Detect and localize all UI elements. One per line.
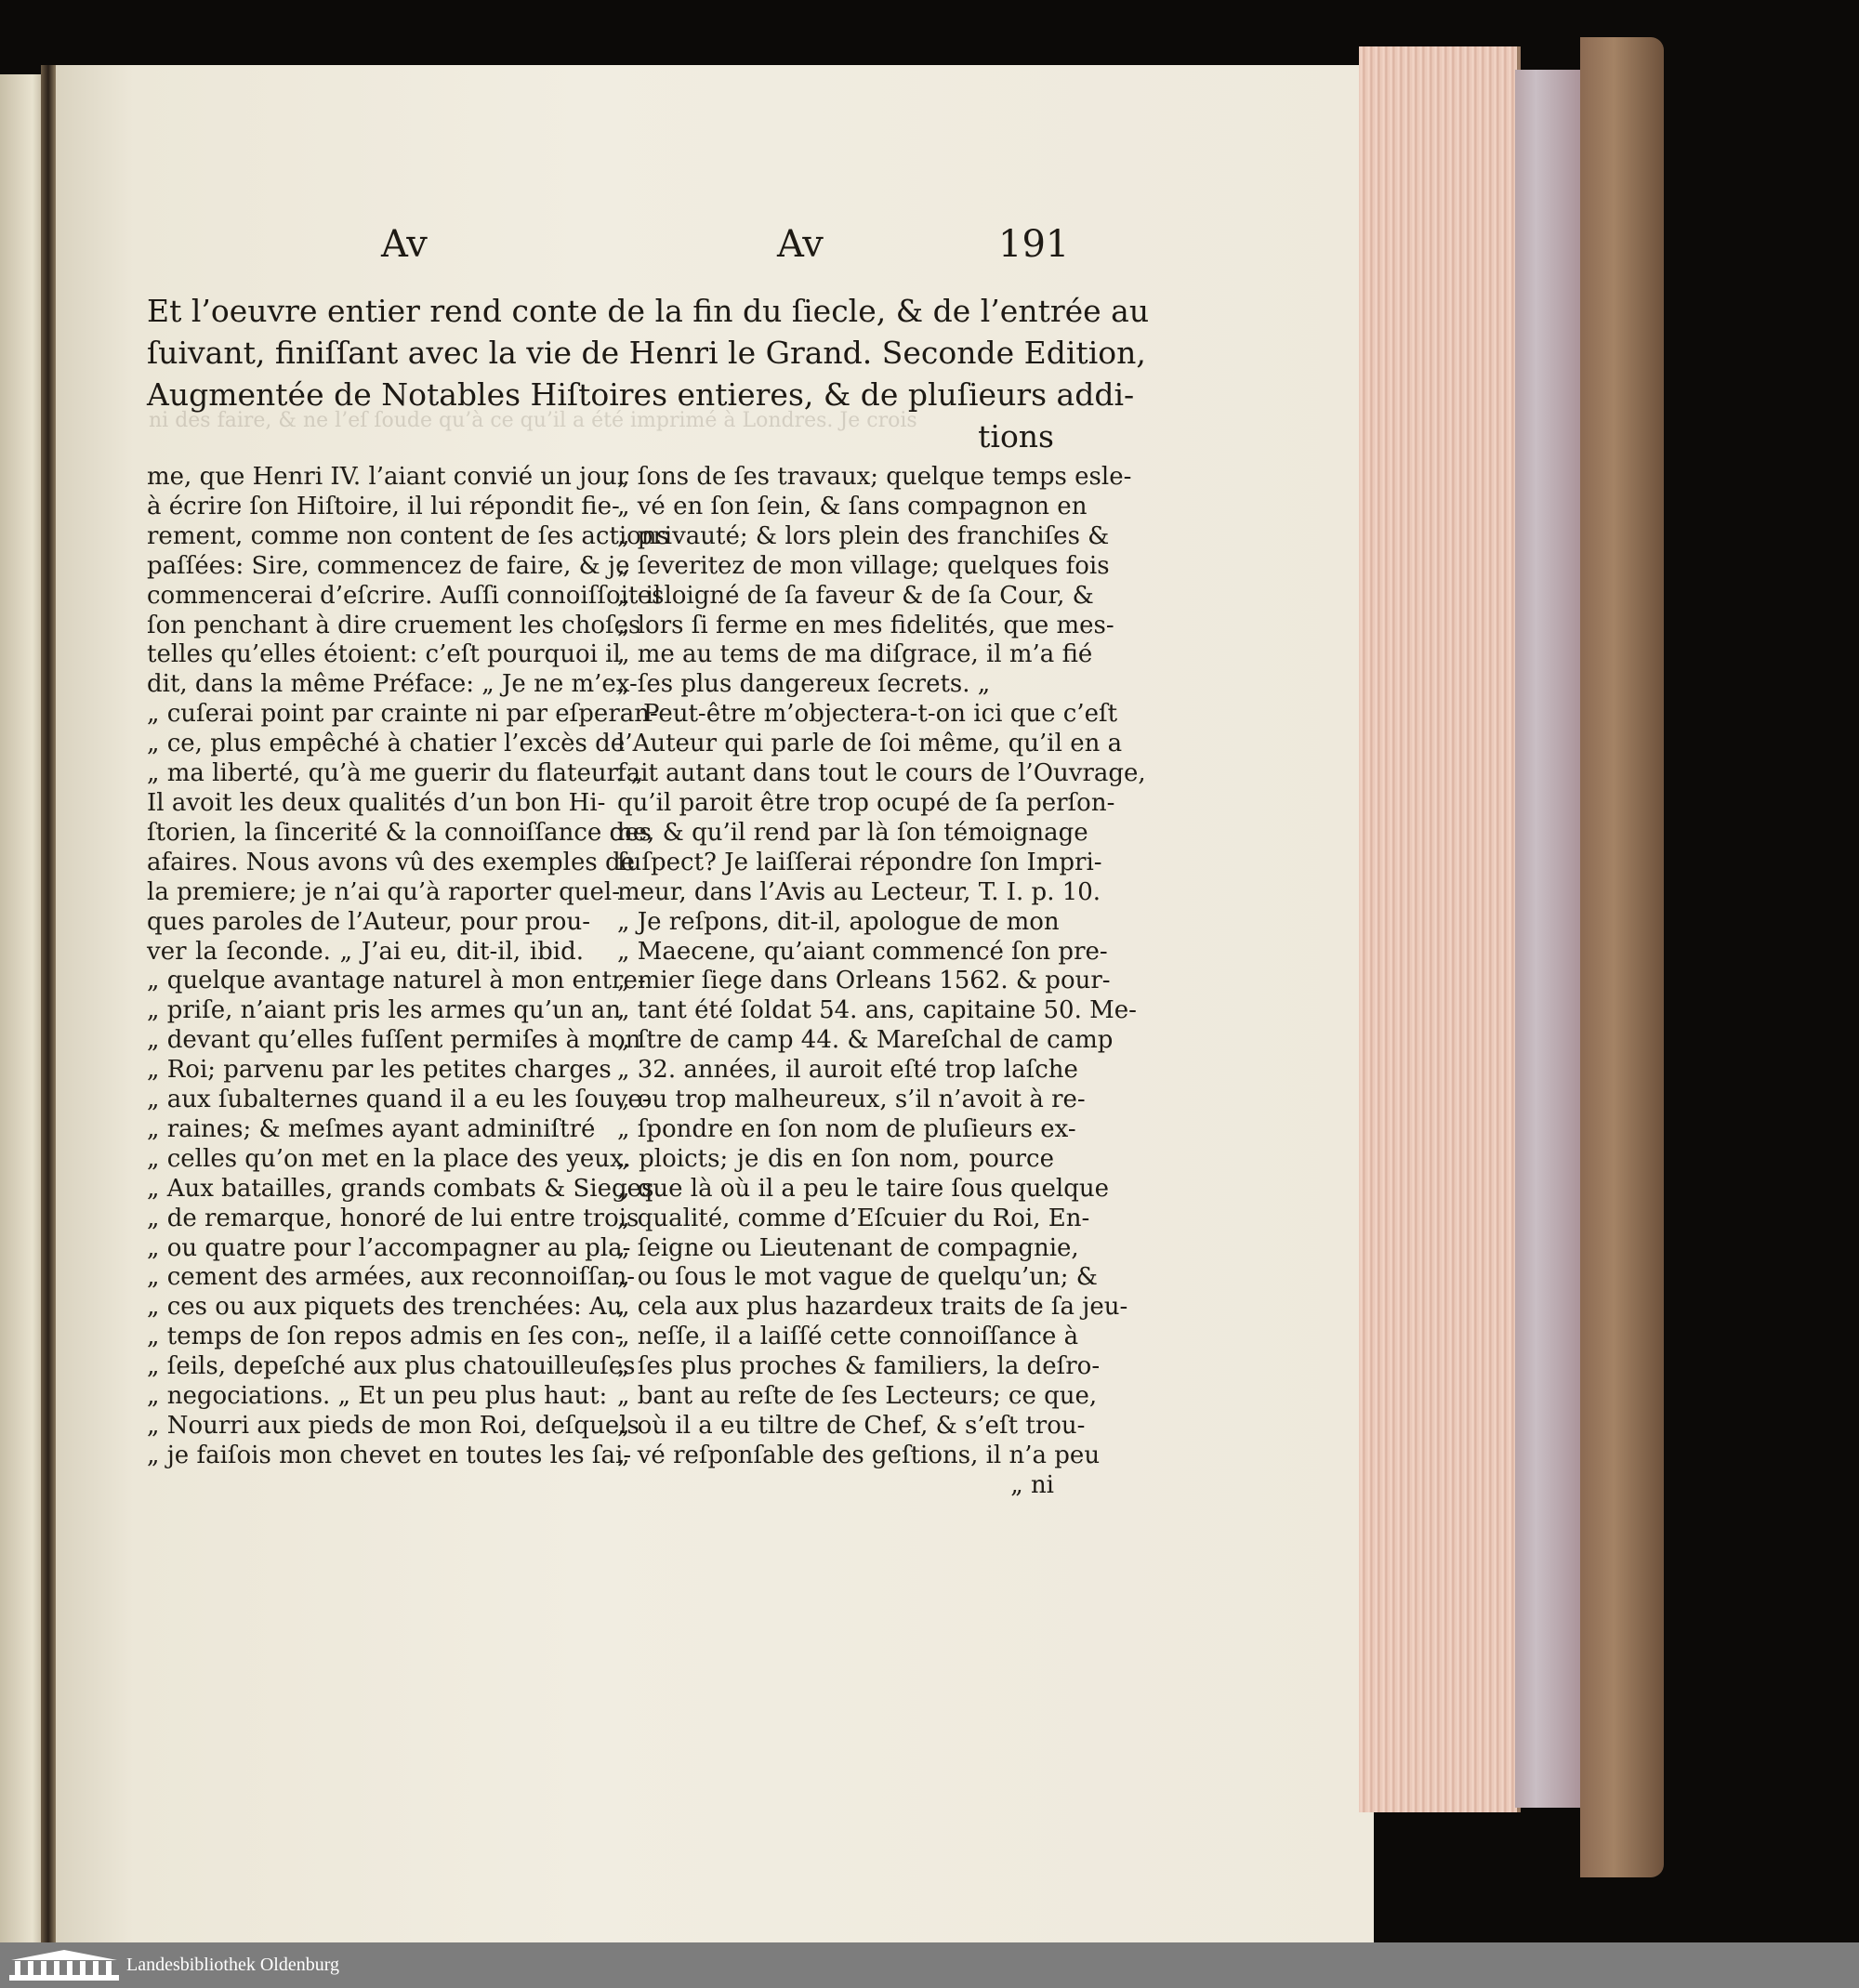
text-line: la premiere; je n’ai qu’à raporter quel- (147, 877, 621, 906)
text-line: „ privauté; & lors plein des franchiſes & (617, 521, 1110, 550)
text-line: „ qualité, comme d’Eſcuier du Roi, En- (617, 1204, 1090, 1232)
text-line: ne, & qu’il rend par là ſon témoignage (617, 818, 1088, 847)
text-line: meur, dans l’Avis au Lecteur, T. I. p. 10. (617, 877, 1101, 906)
text-line: à écrire ſon Hiſtoire, il lui répondit fie- (147, 492, 620, 520)
left-column (147, 463, 669, 1471)
text-line: „ que là où il a peu le taire ſous quelque (617, 1174, 1110, 1203)
text-line: „ ploicts; je dis en ſon nom, pource (617, 1144, 1054, 1173)
page-edges (1359, 46, 1521, 1812)
text-line: „ negociations. „ Et un peu plus haut: (147, 1382, 608, 1411)
page-number: 191 (998, 223, 1070, 266)
text-line: „ Nourri aux pieds de mon Roi, deſquels (147, 1412, 639, 1440)
catchword: „ ni (1010, 1470, 1054, 1499)
text-line: „ Je reſpons, dit-il, apologue de mon (617, 907, 1060, 936)
text-line: „ me au tems de ma diſgrace, il m’a fié (617, 640, 1093, 669)
text-line: „ devant qu’elles fuſſent permiſes à mon (147, 1026, 641, 1055)
text-line: „ ſeveritez de mon village; quelques fois (617, 551, 1110, 580)
text-line: „ bant au reſte de ſes Lecteurs; ce que, (617, 1382, 1098, 1411)
text-line: Peut-être m’objectera-t-on ici que c’eſt (643, 700, 1118, 729)
text-line: „ Roi; parvenu par les petites charges (147, 1056, 612, 1085)
text-line: afaires. Nous avons vû des exemples de (147, 848, 635, 876)
text-line: „ ces ou aux piquets des trenchées: Au (147, 1293, 623, 1322)
text-line: „ vé reſponſable des geſtions, il n’a peu (617, 1441, 1101, 1469)
text-line: „ ſes plus proches & familiers, la deſro- (617, 1352, 1101, 1381)
text-line: „ cuſerai point par crainte ni par eſperan- (147, 700, 658, 729)
text-line: „ ou quatre pour l’accompagner au pla- (147, 1233, 631, 1262)
text-line: Il avoit les deux qualités d’un bon Hi- (147, 788, 606, 817)
library-building-logo (7, 1947, 121, 1984)
text-line: „ je faiſois mon chevet en toutes les ſai- (147, 1441, 632, 1469)
text-line: „ ſeils, depeſché aux plus chatouilleuſes (147, 1352, 636, 1381)
running-head-left: Av (381, 223, 428, 266)
text-line: „ lors ſi ferme en mes fidelités, que mes- (617, 611, 1114, 639)
text-line: „ neſſe, il a laiſſé cette connoiſſance à (617, 1323, 1079, 1351)
text-line: „ ſeigne ou Lieutenant de compagnie, (617, 1233, 1079, 1262)
right-column (617, 463, 1146, 1501)
text-line: Augmentée de Notables Hiſtoires entieres, & de pluſieurs addi- (147, 376, 1135, 413)
text-line: „ quelque avantage naturel à mon entre- (147, 967, 646, 995)
text-line: ſon penchant à dire cruement les choſes (147, 611, 641, 639)
text-line: qu’il paroit être trop ocupé de ſa perſon- (617, 788, 1115, 817)
text-line: „ temps de ſon repos admis en ſes con- (147, 1323, 624, 1351)
text-line: ques paroles de l’Auteur, pour prou- (147, 907, 590, 936)
text-line: „ ou ſous le mot vague de quelqu’un; & (617, 1263, 1098, 1292)
leather-cover (1580, 37, 1664, 1877)
text-line: rement, comme non content de ſes actions (147, 521, 669, 550)
text-line: l’Auteur qui parle de ſoi même, qu’il en a (617, 730, 1123, 758)
text-line: „ de remarque, honoré de lui entre trois (147, 1204, 639, 1232)
text-line: dit, dans la même Préface: „ Je ne m’ex- (147, 670, 638, 699)
text-line: ſuſpect? Je laiſſerai répondre ſon Impri- (617, 848, 1102, 876)
text-line: tions (978, 418, 1054, 454)
text-line: Et l’oeuvre entier rend conte de la fin du ſiecle, & de l’entrée au (147, 293, 1150, 329)
text-line: „ celles qu’on met en la place des yeux. (147, 1144, 631, 1173)
text-line: me, que Henri IV. l’aiant convié un jour (147, 463, 629, 491)
text-line: „ cement des armées, aux reconnoiſſan- (147, 1263, 635, 1292)
text-line: „ Maecene, qu’aiant commencé ſon pre- (617, 937, 1108, 966)
left-page-edge (0, 74, 46, 1942)
text-line: „ priſe, n’aiant pris les armes qu’un an (147, 996, 621, 1025)
running-head-center: Av (777, 223, 824, 266)
marbled-endpaper (1515, 70, 1585, 1808)
text-line: „ ſons de ſes travaux; quelque temps esle- (617, 463, 1132, 491)
text-line: „ ou trop malheureux, s’il n’avoit à re- (617, 1086, 1086, 1114)
text-line: „ ſtre de camp 44. & Mareſchal de camp (617, 1026, 1114, 1055)
top-paragraph (147, 290, 1150, 457)
book-gutter (41, 65, 56, 1942)
text-line: ver la ſeconde. „ J’ai eu, dit-il, ibid. (147, 937, 584, 966)
text-line: „ où il a eu tiltre de Chef, & s’eſt trou- (617, 1412, 1086, 1440)
text-line: „ ſes plus dangereux ſecrets. „ (617, 670, 991, 699)
show-through-text: ni des faire, & ne l’eſ ſoude qu’à ce qu’il a été imprimé à Londres. Je crois (149, 409, 917, 432)
text-line: „ Aux batailles, grands combats & Sieges (147, 1174, 654, 1203)
text-line: „ ſpondre en ſon nom de pluſieurs ex- (617, 1114, 1076, 1143)
library-footer (0, 1942, 1859, 1988)
text-line: „ ce, plus empêché à chatier l’excès de (147, 730, 626, 758)
text-line: „ vé en ſon ſein, & ſans compagnon en (617, 492, 1088, 520)
text-line: „ raines; & meſmes ayant adminiſtré (147, 1114, 596, 1143)
text-line: ſtorien, la ſincerité & la connoiſſance des (147, 818, 652, 847)
text-line: „ tant été ſoldat 54. ans, capitaine 50. Me- (617, 996, 1137, 1025)
text-line: „ mier ſiege dans Orleans 1562. & pour- (617, 967, 1111, 995)
text-line: „ 32. années, il auroit eſté trop laſche (617, 1056, 1078, 1085)
text-line: telles qu’elles étoient: c’eſt pourquoi il (147, 640, 621, 669)
text-line: commencerai d’eſcrire. Auſſi connoiſſoit il (147, 581, 662, 610)
text-line: „ ma liberté, qu’à me guerir du flateur. „ (147, 759, 644, 788)
text-line: fait autant dans tout le cours de l’Ouvrage, (617, 759, 1146, 788)
text-line: „ cela aux plus hazardeux traits de ſa jeu- (617, 1293, 1128, 1322)
text-line: „ esloigné de ſa faveur & de ſa Cour, & (617, 581, 1094, 610)
text-line: paſſées: Sire, commencez de faire, & je (147, 551, 630, 580)
text-line: ſuivant, finiſſant avec la vie de Henri le Grand. Seconde Edition, (147, 335, 1146, 371)
library-name: Landesbibliothek Oldenburg (126, 1955, 340, 1975)
text-line: „ aux ſubalternes quand il a eu les ſouve- (147, 1086, 651, 1114)
